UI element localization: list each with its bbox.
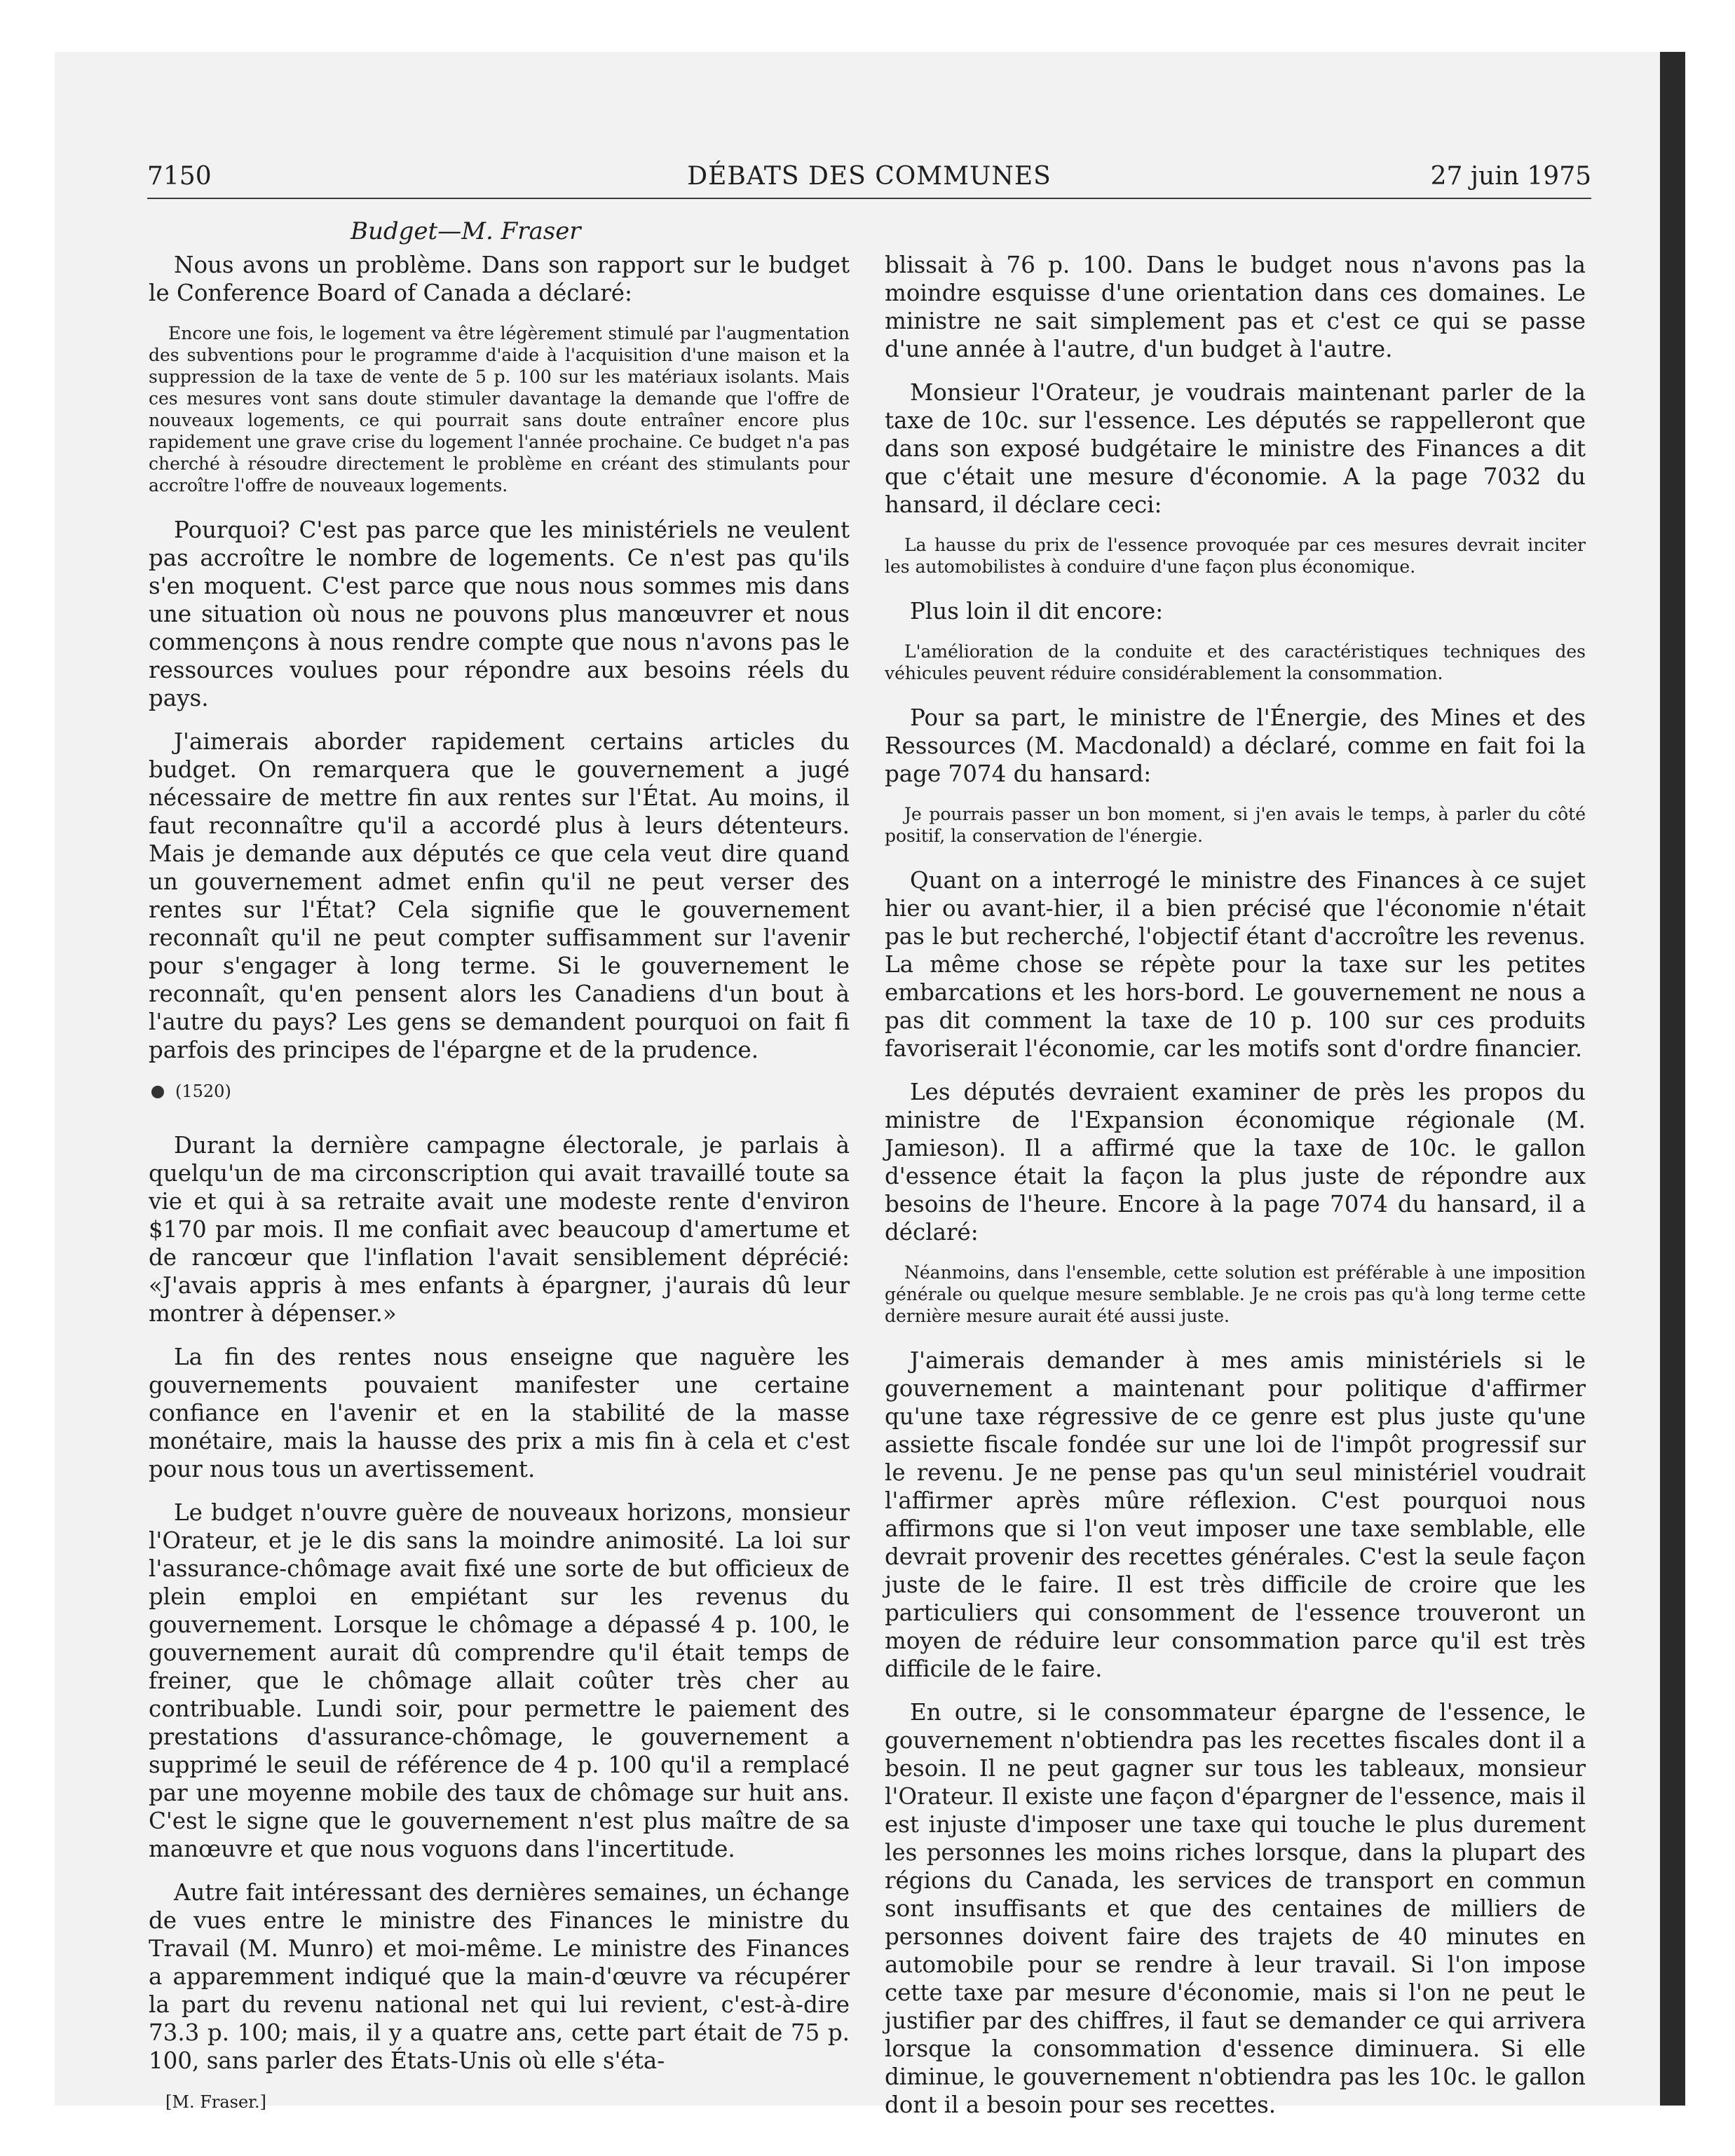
scan-edge-bar [1660, 52, 1685, 2106]
block-quote: Néanmoins, dans l'ensemble, cette solution est préférable à une imposition générale ou quelque mesure semblable. Je ne crois pas qu'à long terme cette dernière mesure aurait été aussi juste. [885, 1262, 1586, 1326]
page-number: 7150 [147, 162, 212, 191]
paragraph: J'aimerais aborder rapidement certains articles du budget. On remarquera que le gouvernement a jugé nécessaire de mettre fin aux rentes sur l'État. Au moins, il faut reconnaître qu'il a accordé plus à leurs détenteurs. Mais je demande aux députés ce que cela veut dire quand un gouvernement admet enfin qu'il ne peut verser des rentes sur l'État? Cela signifie que le gouvernement reconnaît qu'il ne peut compter suffisamment sur l'avenir pour s'engager à long terme. Si le gouvernement le reconnaît, qu'en pensent alors les Canadiens d'un bout à l'autre du pays? Les gens se demandent pourquoi on fait fi parfois des principes de l'épargne et de la prudence. [149, 728, 850, 1063]
block-quote: L'amélioration de la conduite et des caractéristiques techniques des véhicules peuvent réduire considérablement la consommation. [885, 641, 1586, 683]
section-subheader: Budget—M. Fraser [351, 217, 581, 245]
block-quote: Je pourrais passer un bon moment, si j'en avais le temps, à parler du côté positif, la conservation de l'énergie. [885, 804, 1586, 846]
paragraph: Quant on a interrogé le ministre des Finances à ce sujet hier ou avant-hier, il a bien précisé que l'économie n'était pas le but recherché, l'objectif étant d'accroître les revenus. La même chose se répète pour la taxe sur les petites embarcations et les hors-bord. Le gouvernement ne nous a pas dit comment la taxe de 10 p. 100 sur ces produits favoriserait l'économie, car les motifs sont d'ordre financier. [885, 867, 1586, 1062]
block-quote: Encore une fois, le logement va être légèrement stimulé par l'augmentation des subventions pour le programme d'aide à l'acquisition d'une maison et la suppression de la taxe de vente de 5 p. 100 sur les matériaux isolants. Mais ces mesures vont sans doute stimuler davantage la demande que l'offre de nouveaux logements, ce qui pourrait sans doute entraîner encore plus rapidement une grave crise du logement l'année prochaine. Ce budget n'a pas cherché à résoudre directement le problème en créant des stimulants pour accroître l'offre de nouveaux logements. [149, 323, 850, 496]
left-column [149, 251, 850, 2114]
time-marker-label: (1520) [175, 1082, 231, 1101]
block-quote: La hausse du prix de l'essence provoquée par ces mesures devrait inciter les automobilistes à conduire d'une façon plus économique. [885, 535, 1586, 577]
paragraph: Autre fait intéressant des dernières semaines, un échange de vues entre le ministre des Finances le ministre du Travail (M. Munro) et moi-même. Le ministre des Finances a apparemment indiqué que la main-d'œuvre va récupérer la part du revenu national net qui lui revient, c'est-à-dire 73.3 p. 100; mais, il y a quatre ans, cette part était de 75 p. 100, sans parler des États-Unis où elle s'éta- [149, 1879, 850, 2074]
paragraph: Le budget n'ouvre guère de nouveaux horizons, monsieur l'Orateur, et je le dis sans la moindre animosité. La loi sur l'assurance-chômage avait fixé une sorte de but officieux de plein emploi en empiétant sur les revenus du gouvernement. Lorsque le chômage a dépassé 4 p. 100, le gouvernement aurait dû comprendre qu'il était temps de freiner, que le chômage allait coûter très cher au contribuable. Lundi soir, pour permettre le paiement des prestations d'assurance-chômage, le gouvernement a supprimé le seuil de référence de 4 p. 100 qu'il a remplacé par une moyenne mobile des taux de chômage sur huit ans. C'est le signe que le gouvernement n'est plus maître de sa manœuvre et que nous voguons dans l'incertitude. [149, 1499, 850, 1862]
paragraph-continuation: blissait à 76 p. 100. Dans le budget nous n'avons pas la moindre esquisse d'une orientation dans ces domaines. Le ministre ne sait simplement pas et c'est ce qui se passe d'une année à l'autre, d'un budget à l'autre. [885, 252, 1586, 362]
time-marker [151, 1079, 850, 1103]
paragraph: Pourquoi? C'est pas parce que les ministériels ne veulent pas accroître le nombre de logements. Ce n'est pas qu'ils s'en moquent. C'est parce que nous nous sommes mis dans une situation où nous ne pouvons plus manœuvrer et nous commençons à nous rendre compte que nous n'avons pas le ressources voulues pour répondre aux besoins réels du pays. [149, 517, 850, 711]
publication-title: DÉBATS DES COMMUNES [687, 162, 1052, 191]
paragraph: Les députés devraient examiner de près les propos du ministre de l'Expansion économique régionale (M. Jamieson). Il a affirmé que la taxe de 10c. le gallon d'essence était la façon la plus juste de répondre aux besoins de l'heure. Encore à la page 7074 du hansard, il a déclaré: [885, 1079, 1586, 1246]
paragraph: Durant la dernière campagne électorale, je parlais à quelqu'un de ma circonscription qui avait travaillé toute sa vie et qui à sa retraite avait une modeste rente d'environ $170 par mois. Il me confiait avec beaucoup d'amertume et de rancœur que l'inflation l'avait sensiblement déprécié: «J'avais appris à mes enfants à épargner, j'aurais dû leur montrer à dépenser.» [149, 1132, 850, 1327]
right-column [885, 251, 1586, 2134]
paragraph: Pour sa part, le ministre de l'Énergie, des Mines et des Ressources (M. Macdonald) a déclaré, comme en fait foi la page 7074 du hansard: [885, 704, 1586, 787]
paragraph: Plus loin il dit encore: [910, 598, 1164, 625]
paragraph: En outre, si le consommateur épargne de l'essence, le gouvernement n'obtiendra pas les recettes fiscales dont il a besoin. Il ne peut gagner sur tous les tableaux, monsieur l'Orateur. Il existe une façon d'épargner de l'essence, mais il est injuste d'imposer une taxe qui touche le plus durement les personnes les moins riches lorsque, dans la plupart des régions du Canada, les services de transport en commun sont insuffisants et que des centaines de milliers de personnes doivent faire des trajets de 40 minutes en automobile pour se rendre à leur travail. Si l'on impose cette taxe par mesure d'économie, mais si l'on ne peut le justifier par des chiffres, il faut se demander ce qui arrivera lorsque la consommation d'essence diminuera. Si elle diminue, le gouvernement n'obtiendra pas les 10c. le gallon dont il a besoin pour ses recettes. [885, 1699, 1586, 2118]
header-date: 27 juin 1975 [1430, 162, 1591, 191]
paragraph: Monsieur l'Orateur, je voudrais maintenant parler de la taxe de 10c. sur l'essence. Les députés se rappelleront que dans son exposé budgétaire le ministre des Finances a dit que c'était une mesure d'économie. A la page 7032 du hansard, il déclare ceci: [885, 379, 1586, 518]
paragraph: J'aimerais demander à mes amis ministériels si le gouvernement a maintenant pour politique d'affirmer qu'une taxe régressive de ce genre est plus juste qu'une assiette fiscale fondée sur une loi de l'impôt progressif sur le revenu. Je ne pense pas qu'un seul ministériel voudrait l'affirmer après mûre réflexion. C'est pourquoi nous affirmons que si l'on veut imposer une taxe semblable, elle devrait provenir des recettes générales. C'est la seule façon juste de le faire. Il est très difficile de croire que les particuliers qui consomment de l'essence trouveront un moyen de réduire leur consommation parce qu'il est très difficile de le faire. [885, 1347, 1586, 1682]
bullet-dot-icon [151, 1086, 164, 1098]
speaker-tag: [M. Fraser.] [165, 2092, 266, 2112]
paragraph: Nous avons un problème. Dans son rapport sur le budget le Conference Board of Canada a déclaré: [149, 252, 850, 306]
page-header [147, 161, 1591, 199]
paragraph: La fin des rentes nous enseigne que naguère les gouvernements pouvaient manifester une certaine confiance en l'avenir et en la stabilité de la masse monétaire, mais la hausse des prix a mis fin à cela et c'est pour nous tous un avertissement. [149, 1344, 850, 1482]
